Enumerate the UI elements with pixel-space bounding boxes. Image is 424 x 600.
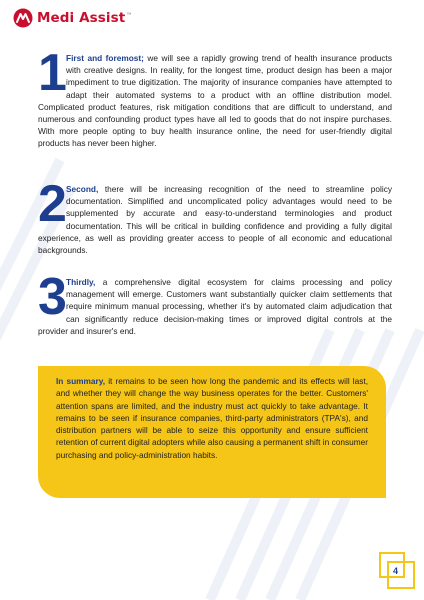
logo-text: Medi Assist — [37, 10, 126, 26]
page-number-frame-outer — [387, 561, 415, 589]
section-lead: First and foremost; — [66, 53, 144, 63]
section-body: we will see a rapidly growing trend of health insurance products with creative designs. In reality, for the longest time, product design has been a major impediment to true digitization. The majority of insurance companies have attempted to adapt their automated systems to a product with an offline distribution model. Complicated product features, risk mitigation conditions that are difficult to understand, and numerous and confounding product types have all led to goods that do not inspire purchases. With more people opting to buy health insurance online, the need for user-friendly digital products has never been higher. — [38, 53, 392, 149]
section-body: a comprehensive digital ecosystem for claims processing and policy management will emerge. Customers want substantially quicker claim settlements that require minimum manual processing, whether it's by automated claim adjudication that can significantly reduce decision-making times or improved digital controls at the provider and insurer's end. — [38, 277, 392, 336]
section-3 — [38, 268, 392, 337]
section-2 — [38, 175, 392, 256]
section-number: 3 — [38, 268, 67, 326]
summary-lead: In summary, — [56, 376, 106, 386]
section-1 — [38, 44, 392, 150]
page-number: 4 — [393, 566, 399, 576]
summary-body: it remains to be seen how long the pandemic and its effects will last, and whether they will change the way business operates for the better. Customers' attention spans are limited, and the industry must act quickly to take advantage. It remains to be seen if insurance companies, third-party administrators (TPA's), and distribution partners will be able to seize this opportunity and ensure sufficient retention of current digital adopters while also causing a permanent shift in consumer purchasing and policy-administration habits. — [56, 376, 369, 460]
brand-logo — [13, 8, 131, 28]
section-lead: Second, — [66, 184, 99, 194]
medi-assist-logo-icon — [13, 8, 33, 28]
section-body: there will be increasing recognition of the need to streamline policy documentation. Simplified and uncomplicated policy advantages would need to be supplemented by accurate and easy-to-understand terminologies and product documentation. This will be critical in building confidence and providing a fully digital experience, as well as providing greater access to people of all economic and educational backgrounds. — [38, 184, 392, 256]
section-number: 1 — [38, 44, 67, 102]
section-lead: Thirdly, — [66, 277, 96, 287]
summary-box — [38, 366, 386, 498]
section-number: 2 — [38, 175, 67, 233]
trademark-symbol: ™ — [126, 12, 132, 18]
